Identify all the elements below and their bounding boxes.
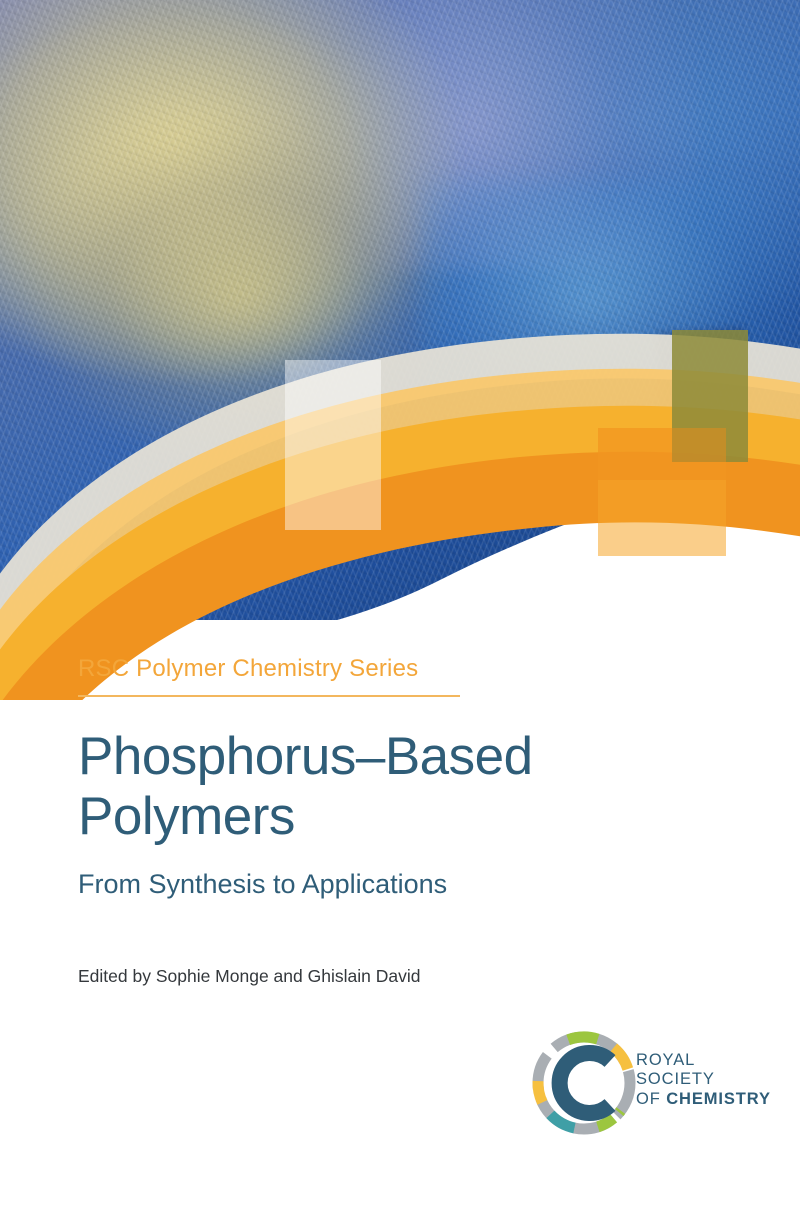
rsc-logo-text: [636, 1051, 778, 1109]
rsc-logo-of: OF: [636, 1089, 667, 1108]
editors-line: Edited by Sophie Monge and Ghislain David: [78, 965, 421, 986]
page-title: [78, 727, 718, 847]
rsc-logo: [528, 1007, 778, 1157]
rsc-logo-line-2: [636, 1090, 778, 1109]
subtitle: From Synthesis to Applications: [78, 868, 448, 899]
title-line-1: Phosphorus–Based: [78, 727, 533, 786]
title-line-2: Polymers: [78, 786, 295, 846]
rsc-logo-chemistry: CHEMISTRY: [666, 1089, 771, 1108]
cover-text-block: [78, 655, 718, 987]
series-label: RSC Polymer Chemistry Series: [78, 655, 460, 697]
rsc-logo-line-1: ROYAL SOCIETY: [636, 1051, 715, 1089]
